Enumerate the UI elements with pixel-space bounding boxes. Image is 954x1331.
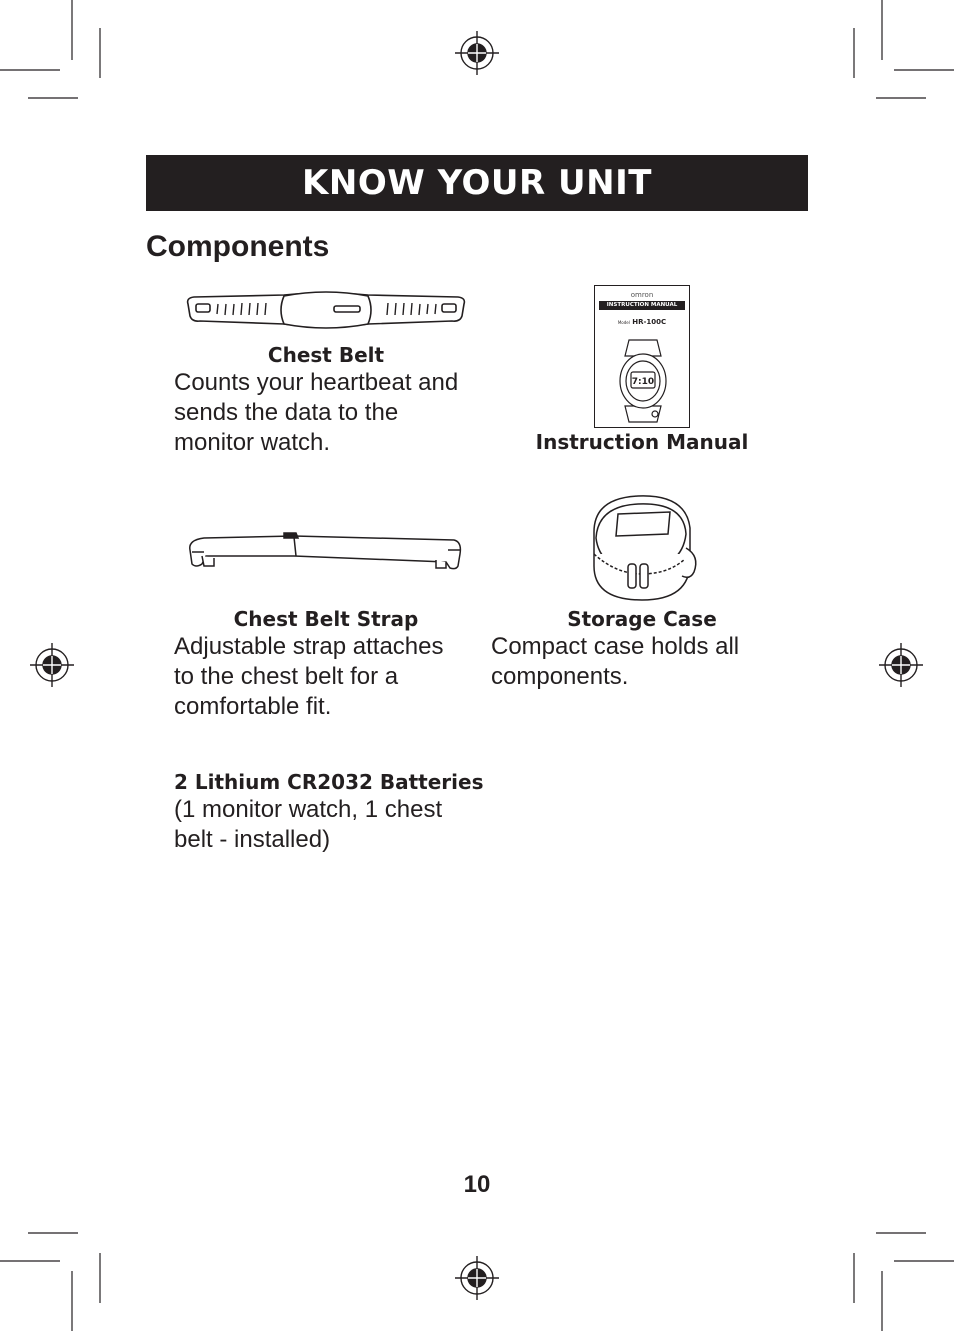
component-title-storage-case: Storage Case [567,607,717,631]
component-title-instruction-manual: Instruction Manual [535,430,749,454]
section-banner [146,155,808,211]
watch-icon [617,338,669,424]
component-desc-batteries: (1 monitor watch, 1 chest belt - installed) [174,796,443,853]
component-title-batteries: 2 Lithium CR2032 Batteries [174,770,484,794]
chest-belt-strap-illustration [184,528,466,574]
manual-model-prefix: Model [617,320,630,325]
watch-display-time: 7:10 [631,377,655,387]
component-desc-chest-belt: Counts your heartbeat and sends the data to the monitor watch. [174,369,459,456]
component-title-chest-belt-strap: Chest Belt Strap [233,607,419,631]
manual-brand-logo: omron [630,291,654,299]
page-number: 10 [463,1171,491,1198]
chest-belt-illustration [184,290,468,332]
storage-case-illustration [586,492,702,604]
component-desc-chest-belt-strap: Adjustable strap attaches to the chest belt for a comfortable fit. [174,633,444,720]
component-title-chest-belt: Chest Belt [267,343,385,367]
manual-model-line [595,318,689,326]
section-banner-title: KNOW YOUR UNIT [302,163,652,203]
manual-cover-label: INSTRUCTION MANUAL [599,301,685,310]
manual-model-number: HR-100C [632,318,667,326]
page-heading: Components [146,230,330,263]
instruction-manual-illustration [594,285,690,428]
component-desc-storage-case: Compact case holds all components. [491,633,740,690]
